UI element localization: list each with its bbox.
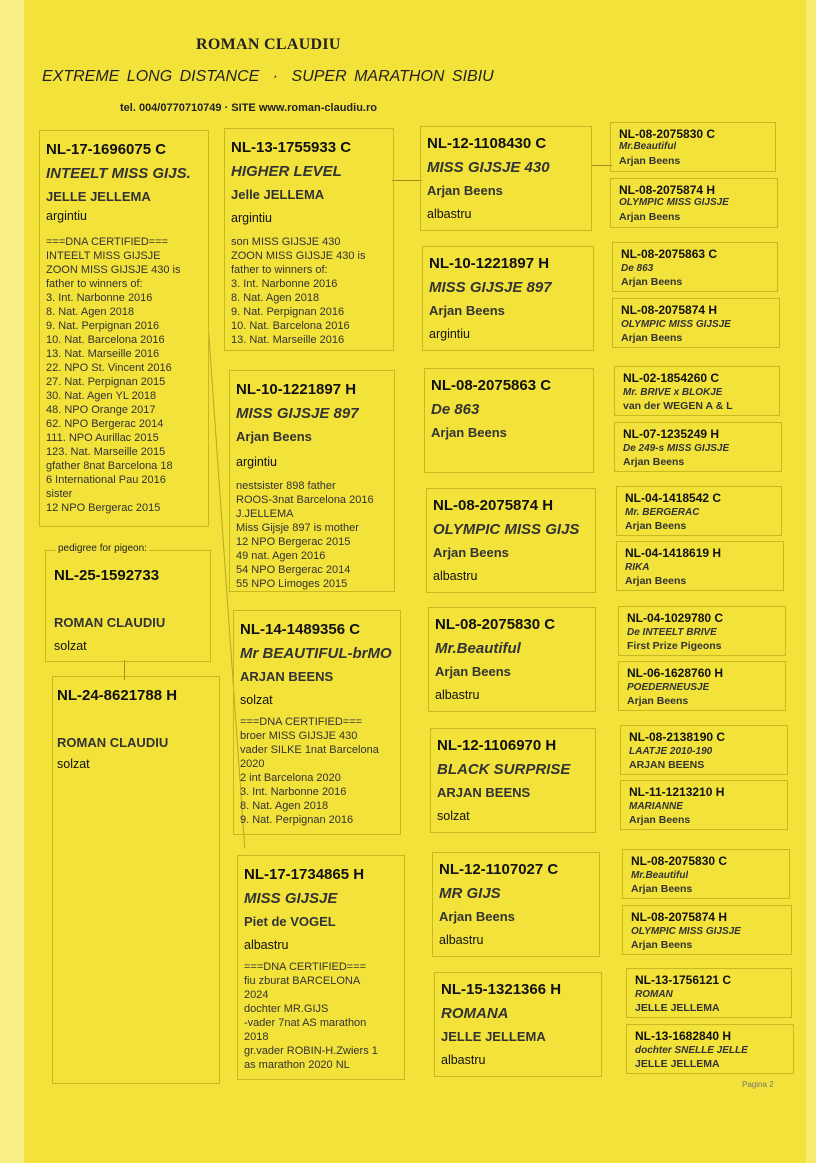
pigeon-name: LAATJE 2010-190 bbox=[629, 746, 713, 757]
pigeon-name: De INTEELT BRIVE bbox=[627, 627, 717, 638]
breeder-name: Arjan Beens bbox=[621, 332, 683, 344]
pigeon-name: OLYMPIC MISS GIJS bbox=[433, 521, 580, 538]
pigeon-name: ROMAN bbox=[635, 989, 673, 1000]
breeder-name: Arjan Beens bbox=[631, 939, 693, 951]
pigeon-color: argintiu bbox=[429, 327, 470, 341]
ring-number: NL-07-1235249 H bbox=[623, 427, 720, 441]
owner-name: ROMAN CLAUDIU bbox=[196, 36, 341, 53]
note-line: sister bbox=[46, 488, 73, 500]
pigeon-name: HIGHER LEVEL bbox=[231, 163, 342, 180]
pedigree-card-gen4 bbox=[620, 725, 788, 775]
ring-number: NL-13-1755933 C bbox=[231, 139, 352, 156]
pigeon-name: MR GIJS bbox=[439, 885, 501, 902]
note-line: ZOON MISS GIJSJE 430 is bbox=[46, 264, 181, 276]
note-line: 8. Nat. Agen 2018 bbox=[46, 306, 135, 318]
note-line: fiu zburat BARCELONA bbox=[244, 975, 361, 987]
pedigree-card-gen3 bbox=[428, 607, 596, 712]
ring-number: NL-13-1682840 H bbox=[635, 1029, 732, 1043]
note-line: gfather 8nat Barcelona 18 bbox=[46, 460, 173, 472]
pedigree-card-gen4 bbox=[616, 541, 784, 591]
pedigree-card-gen4 bbox=[618, 606, 786, 656]
connector-line bbox=[392, 180, 422, 181]
pedigree-card-gen4 bbox=[612, 242, 778, 292]
pigeon-name: OLYMPIC MISS GIJSJE bbox=[621, 319, 731, 330]
breeder-name: Arjan Beens bbox=[431, 425, 507, 440]
pigeon-notes bbox=[240, 715, 379, 827]
note-line: 49 nat. Agen 2016 bbox=[236, 550, 326, 562]
breeder-name: ROMAN CLAUDIU bbox=[57, 735, 169, 750]
note-line: 12 NPO Bergerac 2015 bbox=[236, 536, 351, 548]
breeder-name: ARJAN BEENS bbox=[629, 759, 705, 771]
pigeon-color: solzat bbox=[437, 809, 470, 823]
pedigree-card-gen3 bbox=[426, 488, 596, 593]
breeder-name: Arjan Beens bbox=[429, 303, 505, 318]
pigeon-name: Mr.Beautiful bbox=[619, 141, 677, 152]
pedigree-card-gen4 bbox=[620, 780, 788, 830]
pedigree-label: pedigree for pigeon: bbox=[58, 543, 147, 554]
pedigree-card-gen4 bbox=[626, 1024, 794, 1074]
note-line: ===DNA CERTIFIED=== bbox=[46, 236, 169, 248]
breeder-name: van der WEGEN A & L bbox=[623, 400, 733, 412]
pigeon-color: argintiu bbox=[46, 209, 87, 223]
note-line: 22. NPO St. Vincent 2016 bbox=[46, 362, 172, 374]
note-line: son MISS GIJSJE 430 bbox=[231, 236, 341, 248]
subtitle-left: EXTREME LONG DISTANCE bbox=[42, 68, 260, 85]
pedigree-card-gen3 bbox=[420, 126, 592, 231]
pedigree-card-gen3 bbox=[434, 972, 602, 1077]
note-line: gr.vader ROBIN-H.Zwiers 1 bbox=[244, 1045, 378, 1057]
note-line: ===DNA CERTIFIED=== bbox=[240, 716, 363, 728]
ring-number: NL-04-1418542 C bbox=[625, 491, 722, 505]
pedigree-card-gen2 bbox=[233, 610, 401, 835]
ring-number: NL-08-2075830 C bbox=[631, 854, 728, 868]
pedigree-card-gen4 bbox=[622, 905, 792, 955]
note-line: ===DNA CERTIFIED=== bbox=[244, 961, 367, 973]
ring-number: NL-08-2138190 C bbox=[629, 730, 726, 744]
ring-number: NL-12-1107027 C bbox=[439, 861, 559, 878]
pigeon-name: Mr. BRIVE x BLOKJE bbox=[623, 387, 723, 398]
breeder-name: Arjan Beens bbox=[619, 211, 681, 223]
ring-number: NL-04-1418619 H bbox=[625, 546, 722, 560]
ring-number: NL-02-1854260 C bbox=[623, 371, 720, 385]
pigeon-color: albastru bbox=[433, 569, 478, 583]
ring-number: NL-13-1756121 C bbox=[635, 973, 732, 987]
pedigree-card-hen bbox=[52, 676, 220, 1084]
note-line: 10. Nat. Barcelona 2016 bbox=[231, 320, 350, 332]
pedigree-card-gen4 bbox=[614, 366, 780, 416]
ring-number: NL-06-1628760 H bbox=[627, 666, 724, 680]
breeder-name: JELLE JELLEMA bbox=[441, 1029, 546, 1044]
breeder-name: ROMAN CLAUDIU bbox=[54, 615, 166, 630]
ring-number: NL-08-2075874 H bbox=[433, 497, 554, 514]
pigeon-name: POEDERNEUSJE bbox=[627, 682, 710, 693]
note-line: -vader 7nat AS marathon bbox=[244, 1017, 367, 1029]
note-line: as marathon 2020 NL bbox=[244, 1059, 350, 1071]
pedigree-card-gen4 bbox=[626, 968, 792, 1018]
note-line: 9. Nat. Perpignan 2016 bbox=[46, 320, 160, 332]
breeder-name: Arjan Beens bbox=[439, 909, 515, 924]
pigeon-name: OLYMPIC MISS GIJSJE bbox=[631, 926, 741, 937]
contact-line: tel. 004/0770710749 · SITE www.roman-claudiu.ro bbox=[120, 102, 377, 114]
pedigree-card-gen3 bbox=[430, 728, 596, 833]
note-line: ZOON MISS GIJSJE 430 is bbox=[231, 250, 366, 262]
pedigree-card-gen4 bbox=[610, 122, 776, 172]
note-line: 30. Nat. Agen YL 2018 bbox=[46, 390, 157, 402]
breeder-name: Arjan Beens bbox=[627, 695, 689, 707]
pedigree-card-subject bbox=[45, 550, 211, 662]
ring-number: NL-10-1221897 H bbox=[236, 381, 357, 398]
note-line: father to winners of: bbox=[46, 278, 143, 290]
page-number: Pagina 2 bbox=[742, 1080, 774, 1089]
pigeon-notes bbox=[231, 235, 365, 347]
ring-number: NL-25-1592733 bbox=[54, 567, 160, 584]
pigeon-name: INTEELT MISS GIJS. bbox=[46, 165, 191, 182]
pedigree-card-gen4 bbox=[616, 486, 782, 536]
note-line: 10. Nat. Barcelona 2016 bbox=[46, 334, 165, 346]
pigeon-name: OLYMPIC MISS GIJSJE bbox=[619, 197, 729, 208]
note-line: 27. Nat. Perpignan 2015 bbox=[46, 376, 166, 388]
breeder-name: ARJAN BEENS bbox=[240, 669, 334, 684]
note-line: 48. NPO Orange 2017 bbox=[46, 404, 156, 416]
subtitle bbox=[42, 68, 494, 86]
pigeon-color: argintiu bbox=[231, 211, 272, 225]
pigeon-name: MISS GIJSJE bbox=[244, 890, 338, 907]
note-line: 3. Int. Narbonne 2016 bbox=[46, 292, 153, 304]
breeder-name: Arjan Beens bbox=[625, 520, 687, 532]
ring-number: NL-08-2075874 H bbox=[631, 910, 728, 924]
note-line: 2018 bbox=[244, 1031, 269, 1043]
connector-line bbox=[592, 165, 612, 166]
pedigree-card-gen4 bbox=[612, 298, 780, 348]
note-line: vader SILKE 1nat Barcelona bbox=[240, 744, 379, 756]
pigeon-name: dochter SNELLE JELLE bbox=[635, 1045, 748, 1056]
pigeon-color: solzat bbox=[54, 639, 87, 653]
note-line: dochter MR.GIJS bbox=[244, 1003, 329, 1015]
breeder-name: Arjan Beens bbox=[625, 575, 687, 587]
note-line: 62. NPO Bergerac 2014 bbox=[46, 418, 164, 430]
ring-number: NL-15-1321366 H bbox=[441, 981, 562, 998]
pigeon-color: argintiu bbox=[236, 455, 277, 469]
breeder-name: JELLE JELLEMA bbox=[635, 1002, 720, 1014]
note-line: 8. Nat. Agen 2018 bbox=[240, 800, 329, 812]
note-line: 8. Nat. Agen 2018 bbox=[231, 292, 320, 304]
pedigree-card-gen3 bbox=[422, 246, 594, 351]
pigeon-name: ROMANA bbox=[441, 1005, 509, 1022]
subtitle-right: SUPER MARATHON SIBIU bbox=[291, 68, 494, 85]
breeder-name: Arjan Beens bbox=[619, 155, 681, 167]
pedigree-card-gen2 bbox=[237, 855, 405, 1080]
breeder-name: Piet de VOGEL bbox=[244, 914, 336, 929]
pedigree-card-gen4 bbox=[614, 422, 782, 472]
breeder-name: ARJAN BEENS bbox=[437, 785, 531, 800]
paper-right-edge bbox=[806, 0, 816, 1163]
breeder-name: Arjan Beens bbox=[427, 183, 503, 198]
pigeon-name: De 249-s MISS GIJSJE bbox=[623, 443, 730, 454]
pigeon-notes bbox=[46, 235, 180, 515]
pigeon-name: RIKA bbox=[625, 562, 650, 573]
pigeon-name: Mr.Beautiful bbox=[435, 640, 521, 657]
pigeon-color: solzat bbox=[57, 757, 90, 771]
pigeon-name: MISS GIJSJE 897 bbox=[429, 279, 552, 296]
note-line: Miss Gijsje 897 is mother bbox=[236, 522, 359, 534]
pigeon-color: albastru bbox=[439, 933, 484, 947]
note-line: broer MISS GIJSJE 430 bbox=[240, 730, 358, 742]
ring-number: NL-04-1029780 C bbox=[627, 611, 724, 625]
pigeon-notes bbox=[244, 960, 378, 1072]
note-line: INTEELT MISS GIJSJE bbox=[46, 250, 161, 262]
ring-number: NL-17-1734865 H bbox=[244, 866, 365, 883]
note-line: 9. Nat. Perpignan 2016 bbox=[231, 306, 345, 318]
pigeon-name: Mr.Beautiful bbox=[631, 870, 689, 881]
note-line: 13. Nat. Marseille 2016 bbox=[231, 334, 345, 346]
note-line: 9. Nat. Perpignan 2016 bbox=[240, 814, 354, 826]
breeder-name: Arjan Beens bbox=[629, 814, 691, 826]
note-line: 6 International Pau 2016 bbox=[46, 474, 166, 486]
ring-number: NL-12-1108430 C bbox=[427, 135, 547, 152]
pigeon-name: MARIANNE bbox=[629, 801, 683, 812]
pigeon-name: Mr BEAUTIFUL-brMO bbox=[240, 645, 392, 662]
pigeon-name: Mr. BERGERAC bbox=[625, 507, 700, 518]
breeder-name: JELLE JELLEMA bbox=[635, 1058, 720, 1070]
note-line: 111. NPO Aurillac 2015 bbox=[46, 432, 159, 444]
pedigree-card-gen3 bbox=[432, 852, 600, 957]
pigeon-notes bbox=[236, 479, 374, 591]
pigeon-color: albastru bbox=[435, 688, 480, 702]
ring-number: NL-08-2075863 C bbox=[621, 247, 718, 261]
note-line: J.JELLEMA bbox=[236, 508, 294, 520]
pigeon-color: albastru bbox=[244, 938, 289, 952]
paper-left-edge bbox=[0, 0, 24, 1163]
ring-number: NL-12-1106970 H bbox=[437, 737, 557, 754]
ring-number: NL-08-2075874 H bbox=[619, 183, 716, 197]
note-line: 55 NPO Limoges 2015 bbox=[236, 578, 348, 590]
pedigree-card-cock-parent bbox=[39, 130, 209, 527]
pedigree-card-gen4 bbox=[610, 178, 778, 228]
breeder-name: First Prize Pigeons bbox=[627, 640, 722, 652]
note-line: 2024 bbox=[244, 989, 269, 1001]
note-line: 12 NPO Bergerac 2015 bbox=[46, 502, 161, 514]
pigeon-name: MISS GIJSJE 430 bbox=[427, 159, 550, 176]
breeder-name: Arjan Beens bbox=[435, 664, 511, 679]
ring-number: NL-14-1489356 C bbox=[240, 621, 361, 638]
note-line: 2020 bbox=[240, 758, 265, 770]
note-line: 3. Int. Narbonne 2016 bbox=[231, 278, 338, 290]
ring-number: NL-11-1213210 H bbox=[629, 785, 725, 799]
pedigree-card-gen4 bbox=[622, 849, 790, 899]
breeder-name: Arjan Beens bbox=[433, 545, 509, 560]
pigeon-name: De 863 bbox=[431, 401, 480, 418]
pedigree-card-gen2 bbox=[224, 128, 394, 351]
breeder-name: Arjan Beens bbox=[236, 429, 312, 444]
note-line: 13. Nat. Marseille 2016 bbox=[46, 348, 160, 360]
ring-number: NL-10-1221897 H bbox=[429, 255, 550, 272]
pedigree-card-gen4 bbox=[618, 661, 786, 711]
pigeon-name: De 863 bbox=[621, 263, 654, 274]
pigeon-color: solzat bbox=[240, 693, 273, 707]
note-line: 2 int Barcelona 2020 bbox=[240, 772, 341, 784]
breeder-name: Jelle JELLEMA bbox=[231, 187, 325, 202]
ring-number: NL-08-2075830 C bbox=[619, 127, 716, 141]
pigeon-name: BLACK SURPRISE bbox=[437, 761, 571, 778]
pedigree-card-gen2 bbox=[229, 370, 395, 592]
breeder-name: JELLE JELLEMA bbox=[46, 189, 151, 204]
note-line: ROOS-3nat Barcelona 2016 bbox=[236, 494, 374, 506]
ring-number: NL-17-1696075 C bbox=[46, 141, 167, 158]
pedigree-card-gen3 bbox=[424, 368, 594, 473]
note-line: nestsister 898 father bbox=[236, 480, 336, 492]
note-line: father to winners of: bbox=[231, 264, 328, 276]
breeder-name: Arjan Beens bbox=[623, 456, 685, 468]
breeder-name: Arjan Beens bbox=[631, 883, 693, 895]
subtitle-separator: · bbox=[272, 68, 279, 85]
pigeon-color: albastru bbox=[427, 207, 472, 221]
ring-number: NL-08-2075863 C bbox=[431, 377, 552, 394]
breeder-name: Arjan Beens bbox=[621, 276, 683, 288]
ring-number: NL-24-8621788 H bbox=[57, 687, 178, 704]
pigeon-name: MISS GIJSJE 897 bbox=[236, 405, 359, 422]
ring-number: NL-08-2075874 H bbox=[621, 303, 718, 317]
note-line: 54 NPO Bergerac 2014 bbox=[236, 564, 351, 576]
pigeon-color: albastru bbox=[441, 1053, 486, 1067]
note-line: 123. Nat. Marseille 2015 bbox=[46, 446, 166, 458]
ring-number: NL-08-2075830 C bbox=[435, 616, 556, 633]
note-line: 3. Int. Narbonne 2016 bbox=[240, 786, 347, 798]
